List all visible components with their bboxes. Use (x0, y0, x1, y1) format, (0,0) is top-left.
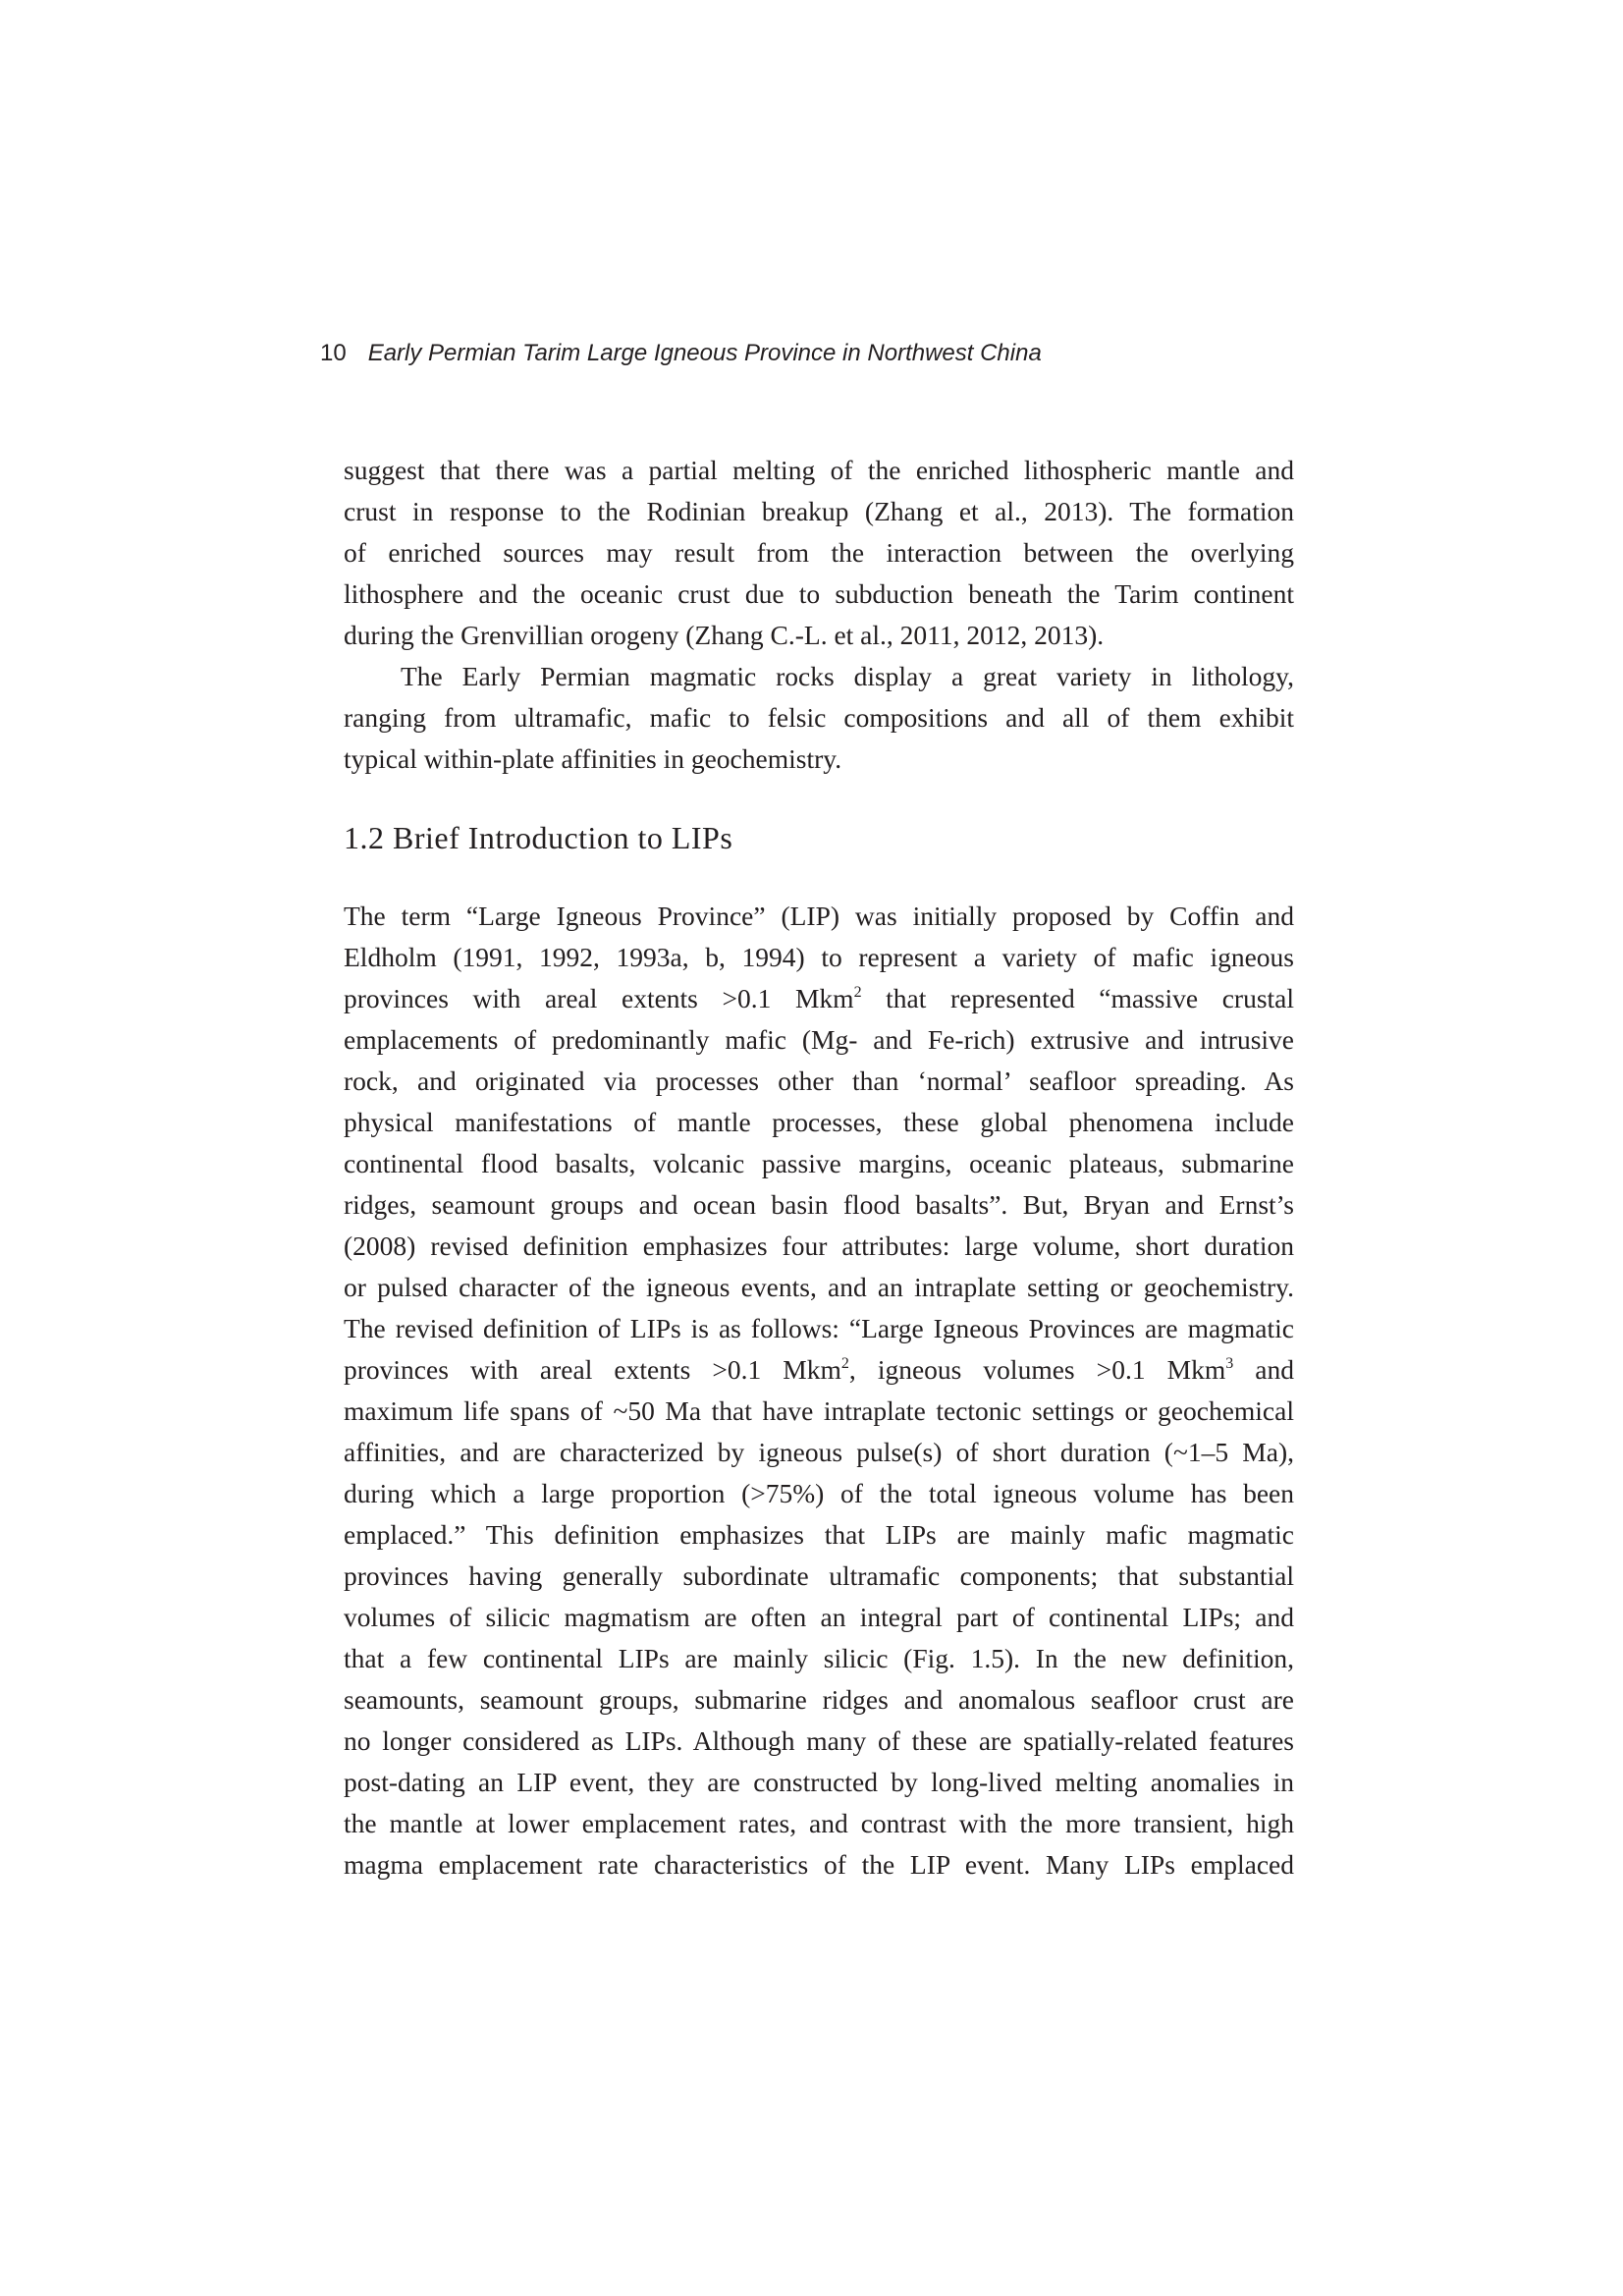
text-line: The Early Permian magmatic rocks display a great variety in lithology, (401, 661, 1294, 691)
body-text (344, 450, 1294, 1886)
text-line: seamounts, seamount groups, submarine ridges and anomalous seafloor crust are (344, 1684, 1294, 1715)
text-line: rock, and originated via processes other than ‘normal’ seafloor spreading. As (344, 1066, 1294, 1096)
text-line: volumes of silicic magmatism are often an integral part of continental LIPs; and (344, 1602, 1294, 1632)
text-line: ridges, seamount groups and ocean basin flood basalts”. But, Bryan and Ernst’s (344, 1189, 1294, 1220)
running-title: Early Permian Tarim Large Igneous Province in Northwest China (367, 340, 1042, 366)
text-segment: provinces with areal extents >0.1 Mkm (344, 1354, 841, 1385)
section-heading: 1.2 Brief Introduction to LIPs (344, 820, 733, 855)
text-line: (2008) revised definition emphasizes four attributes: large volume, short duration (344, 1230, 1294, 1261)
text-line: crust in response to the Rodinian breakup (Zhang et al., 2013). The formation (344, 496, 1294, 526)
text-segment: that represented “massive crustal (861, 983, 1295, 1013)
paragraph-3 (344, 896, 1294, 1886)
text-line: that a few continental LIPs are mainly silicic (Fig. 1.5). In the new definition, (344, 1643, 1294, 1673)
superscript: 2 (853, 984, 862, 1001)
text-line: physical manifestations of mantle processes, these global phenomena include (344, 1107, 1294, 1137)
text-line: during which a large proportion (>75%) of the total igneous volume has been (344, 1478, 1294, 1508)
text-line: the mantle at lower emplacement rates, and contrast with the more transient, high (344, 1808, 1294, 1838)
text-line: lithosphere and the oceanic crust due to subduction beneath the Tarim continent (344, 578, 1294, 609)
text-line: during the Grenvillian orogeny (Zhang C.-L. et al., 2011, 2012, 2013). (344, 620, 1105, 650)
text-line: ranging from ultramafic, mafic to felsic compositions and all of them exhibit (344, 702, 1294, 733)
text-line: magma emplacement rate characteristics of the LIP event. Many LIPs emplaced (344, 1849, 1294, 1880)
text-line: typical within-plate affinities in geochemistry. (344, 743, 842, 774)
page-number: 10 (320, 340, 347, 366)
text-segment: , igneous volumes >0.1 Mkm (848, 1354, 1226, 1385)
text-line: continental flood basalts, volcanic passive margins, oceanic plateaus, submarine (344, 1148, 1294, 1178)
text-line: emplaced.” This definition emphasizes that LIPs are mainly mafic magmatic (344, 1519, 1294, 1550)
text-line: of enriched sources may result from the interaction between the overlying (344, 537, 1294, 568)
text-line: post-dating an LIP event, they are constructed by long-lived melting anomalies in (344, 1767, 1294, 1797)
text-line: or pulsed character of the igneous events, and an intraplate setting or geochemistry. (344, 1272, 1294, 1302)
text-segment: provinces with areal extents >0.1 Mkm (344, 983, 854, 1013)
text-segment: and (1233, 1354, 1294, 1385)
text-line: emplacements of predominantly mafic (Mg- and Fe-rich) extrusive and intrusive (344, 1024, 1294, 1055)
superscript: 2 (840, 1355, 849, 1372)
text-line: Eldholm (1991, 1992, 1993a, b, 1994) to represent a variety of mafic igneous (344, 942, 1294, 972)
running-header (320, 340, 1042, 367)
text-line: no longer considered as LIPs. Although many of these are spatially-related features (344, 1725, 1294, 1756)
text-line: maximum life spans of ~50 Ma that have intraplate tectonic settings or geochemical (344, 1395, 1294, 1426)
text-line: The term “Large Igneous Province” (LIP) was initially proposed by Coffin and (344, 901, 1294, 931)
paragraph-2 (344, 656, 1294, 780)
text-line: provinces having generally subordinate ultramafic components; that substantial (344, 1560, 1294, 1591)
text-line (344, 1349, 1294, 1391)
text-line (344, 978, 1294, 1019)
superscript: 3 (1225, 1355, 1234, 1372)
text-line: The revised definition of LIPs is as follows: “Large Igneous Provinces are magmatic (344, 1313, 1294, 1343)
paragraph-1 (344, 450, 1294, 656)
text-line: suggest that there was a partial melting of the enriched lithospheric mantle and (344, 455, 1294, 485)
text-line: affinities, and are characterized by igneous pulse(s) of short duration (~1–5 Ma), (344, 1437, 1294, 1467)
